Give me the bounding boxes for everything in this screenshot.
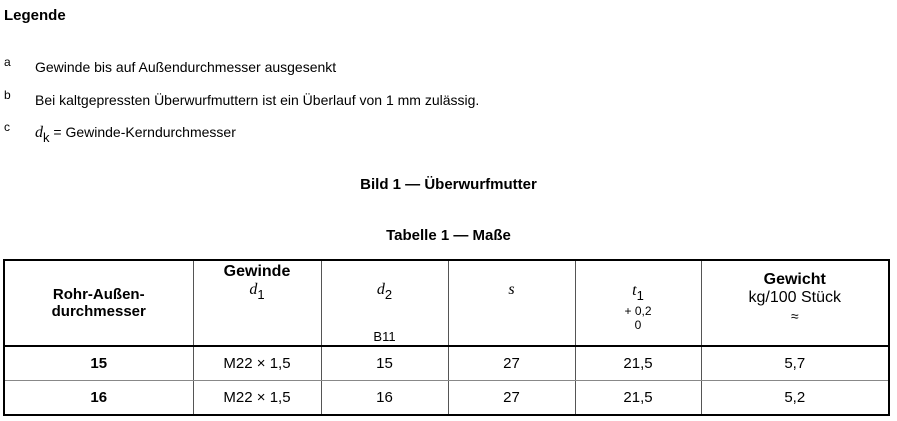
legend-mark: b	[4, 88, 11, 102]
header-t1: $t_1$ + 0,2 0	[575, 260, 701, 346]
header-outer-diameter: Rohr-Außen- durchmesser	[4, 260, 193, 346]
legend-text: $d_k$ = Gewinde-Kerndurchmesser	[35, 124, 236, 145]
table-caption: Tabelle 1 — Maße	[386, 227, 511, 244]
legend-text: Gewinde bis auf Außendurchmesser ausgesenkt	[35, 59, 337, 75]
table-header-row	[4, 260, 889, 346]
figure-caption: Bild 1 — Überwurfmutter	[360, 176, 537, 193]
dimensions-table	[3, 259, 890, 416]
tolerance-class: B11	[373, 329, 396, 344]
tolerance-lower: 0	[634, 318, 642, 332]
header-s: s	[448, 260, 575, 346]
table-row: 15 M22 × 1,5 15 27 21,5 5,7	[4, 346, 889, 381]
header-thread: Gewinde $d_1$	[193, 260, 321, 346]
table-row: 16 M22 × 1,5 16 27 21,5 5,2	[4, 381, 889, 416]
tolerance-upper: + 0,2	[624, 304, 652, 318]
symbol-dk: $d_k$	[35, 124, 50, 145]
legend-mark: c	[4, 120, 10, 134]
header-weight: Gewicht kg/100 Stück ≈	[701, 260, 889, 346]
header-d2: $d_2$ B11	[321, 260, 448, 346]
legend-text: Bei kaltgepressten Überwurfmuttern ist ein Überlauf von 1 mm zulässig.	[35, 92, 480, 108]
legend-title: Legende	[4, 7, 66, 24]
legend-mark: a	[4, 55, 11, 69]
